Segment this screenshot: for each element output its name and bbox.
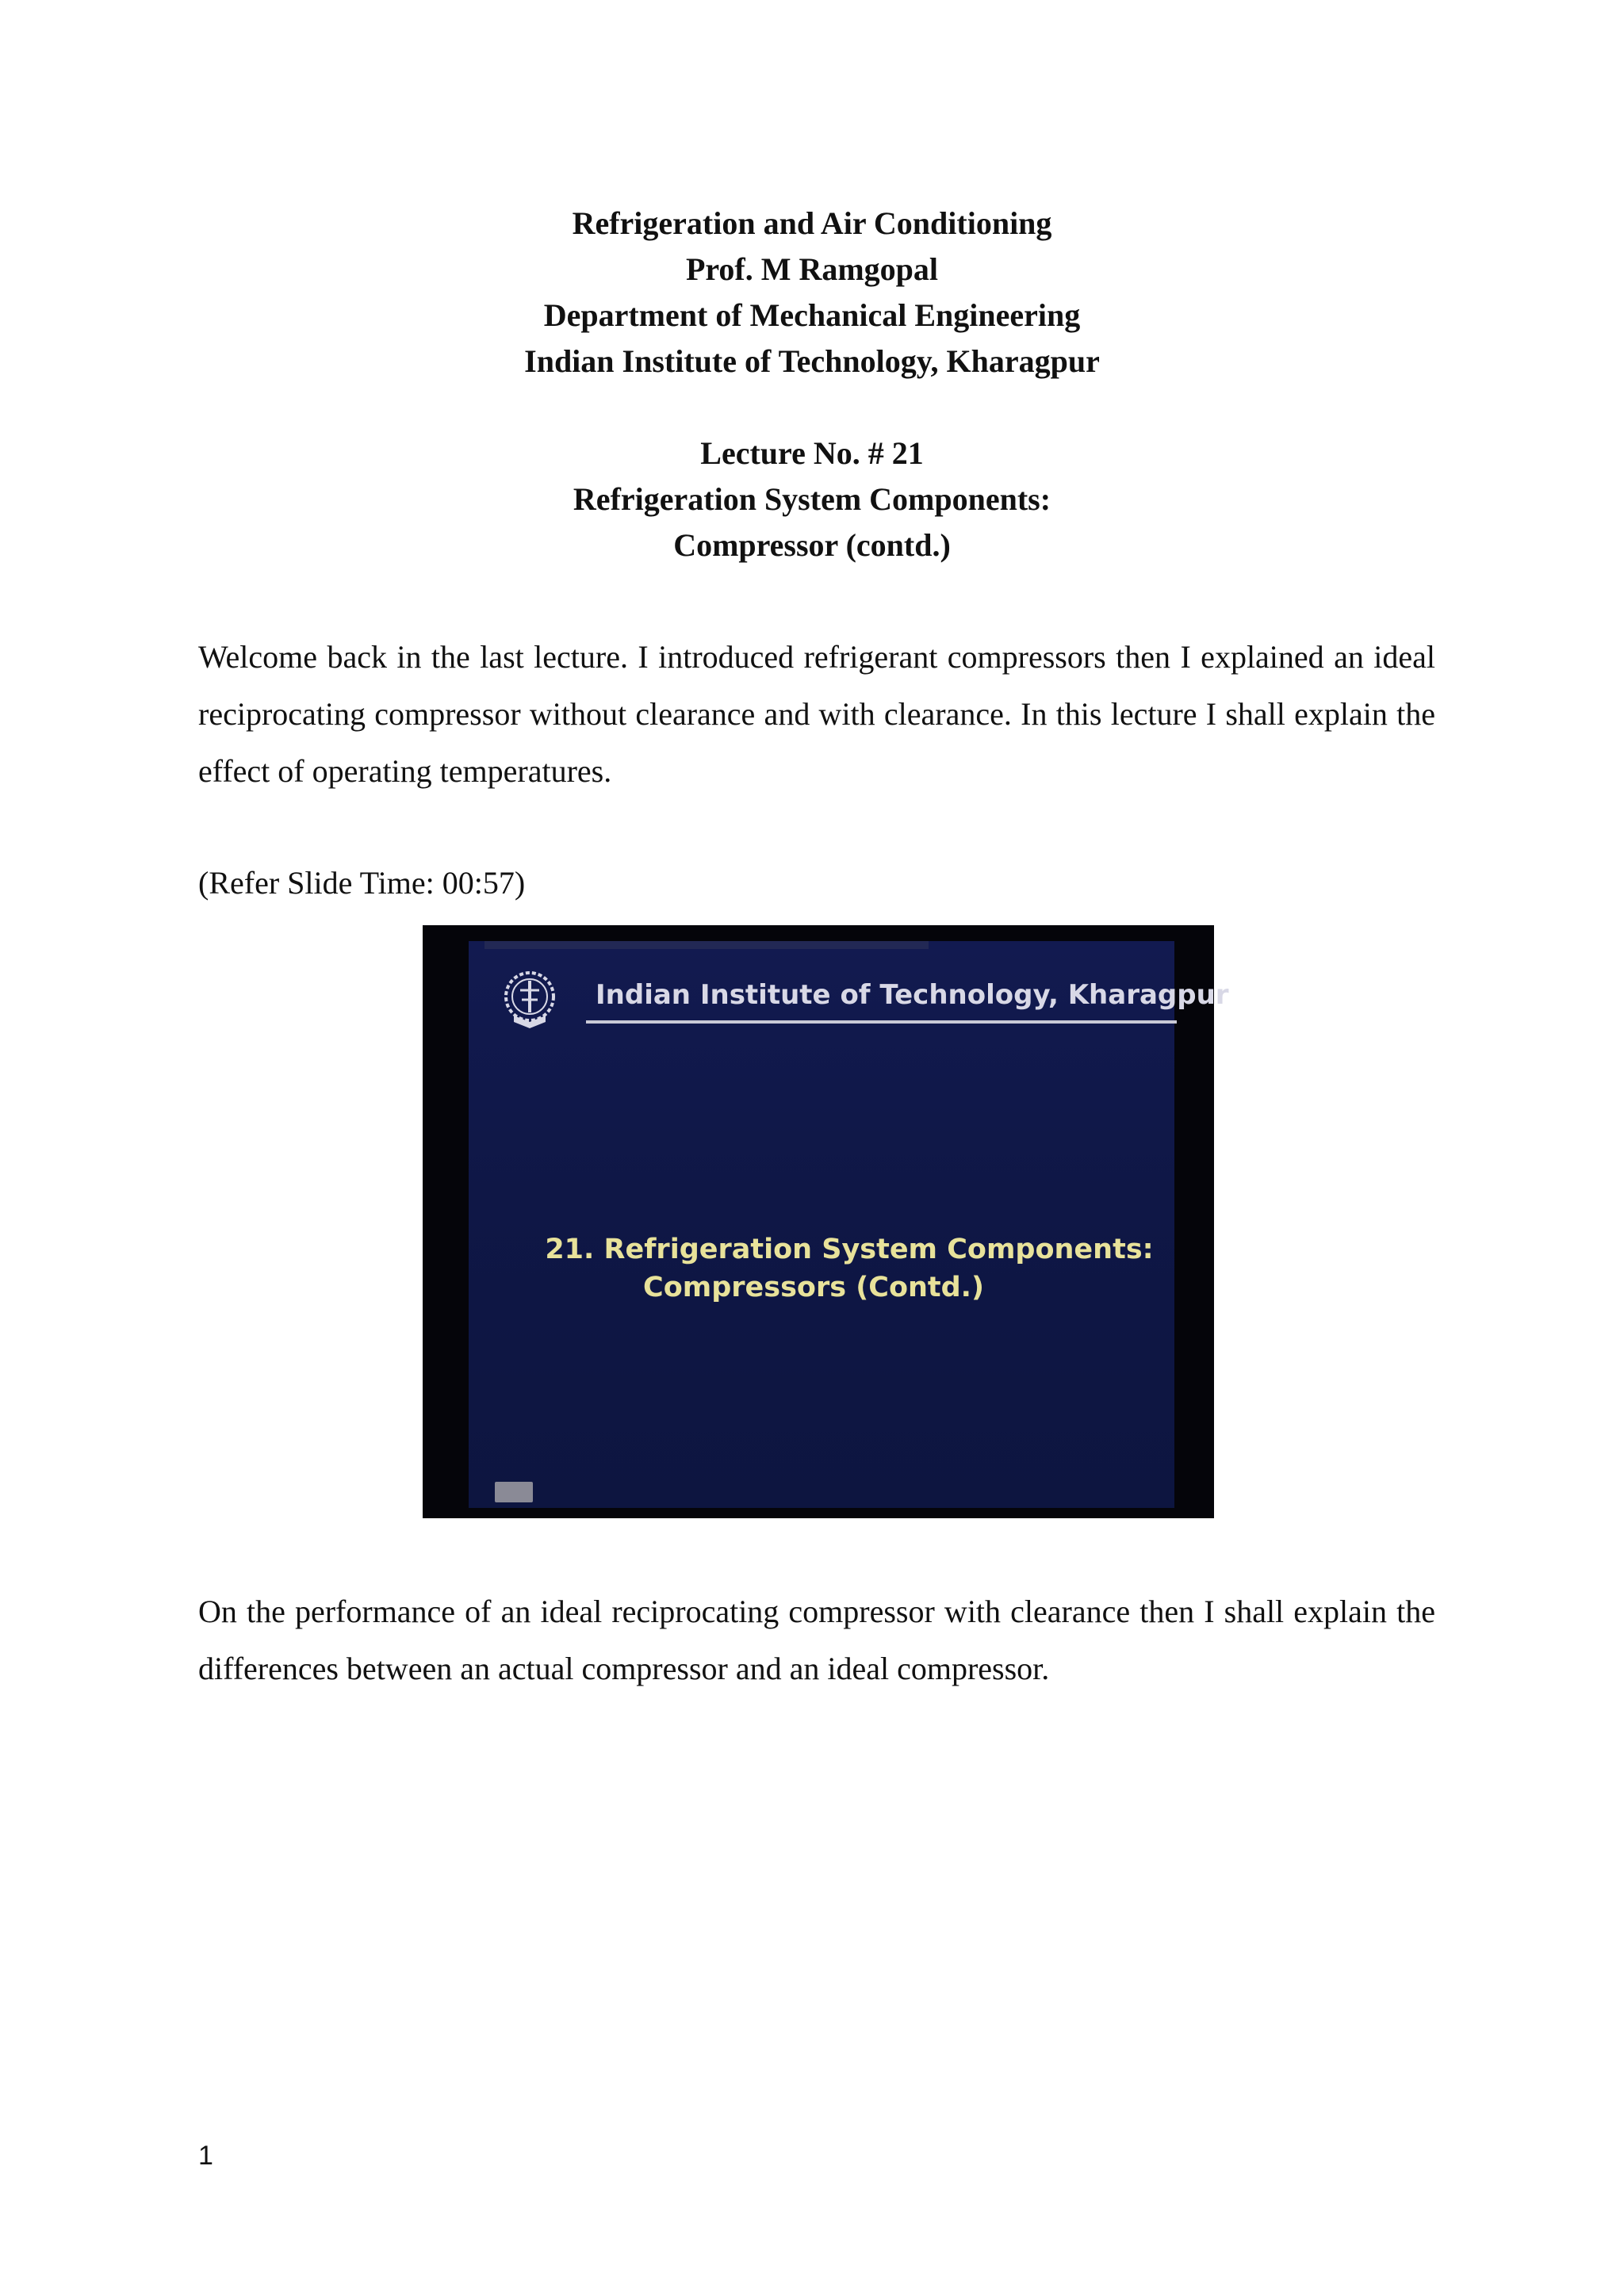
page-number: 1 [198, 2141, 213, 2171]
slide-corner-badge [495, 1482, 533, 1502]
refer-slide-time: (Refer Slide Time: 00:57) [198, 865, 526, 901]
slide-screen [469, 941, 1229, 1508]
lecture-title-line1: Refrigeration System Components: [573, 481, 1051, 517]
slide-top-strip [485, 941, 929, 949]
slide-divider [586, 1020, 1177, 1024]
lecture-slide-image [423, 925, 1229, 1518]
slide-institute-name: Indian Institute of Technology, Kharagpur [596, 979, 1229, 1011]
slide-title [469, 1230, 1174, 1307]
intro-paragraph: Welcome back in the last lecture. I introduced refrigerant compressors then I explained an ideal reciprocating compressor without clearance and with clearance. In this lecture I shall explain the effect of operating temperatures. [198, 639, 1435, 789]
lecture-number: Lecture No. # 21 [700, 435, 924, 471]
slide-title-line1: 21. Refrigeration System Components: [545, 1234, 1154, 1265]
department-name: Department of Mechanical Engineering [543, 297, 1081, 333]
slide-title-line2: Compressors (Contd.) [643, 1272, 984, 1303]
lecture-heading [0, 430, 1624, 568]
course-title: Refrigeration and Air Conditioning [572, 205, 1052, 241]
followup-paragraph: On the performance of an ideal reciprocating compressor with clearance then I shall explain the differences between an actual compressor and an ideal compressor. [198, 1594, 1435, 1686]
document-header [0, 201, 1624, 385]
institute-name: Indian Institute of Technology, Kharagpur [524, 343, 1100, 379]
professor-name: Prof. M Ramgopal [685, 251, 939, 287]
lecture-title-line2: Compressor (contd.) [673, 527, 951, 563]
iit-kharagpur-emblem-icon [498, 966, 561, 1030]
